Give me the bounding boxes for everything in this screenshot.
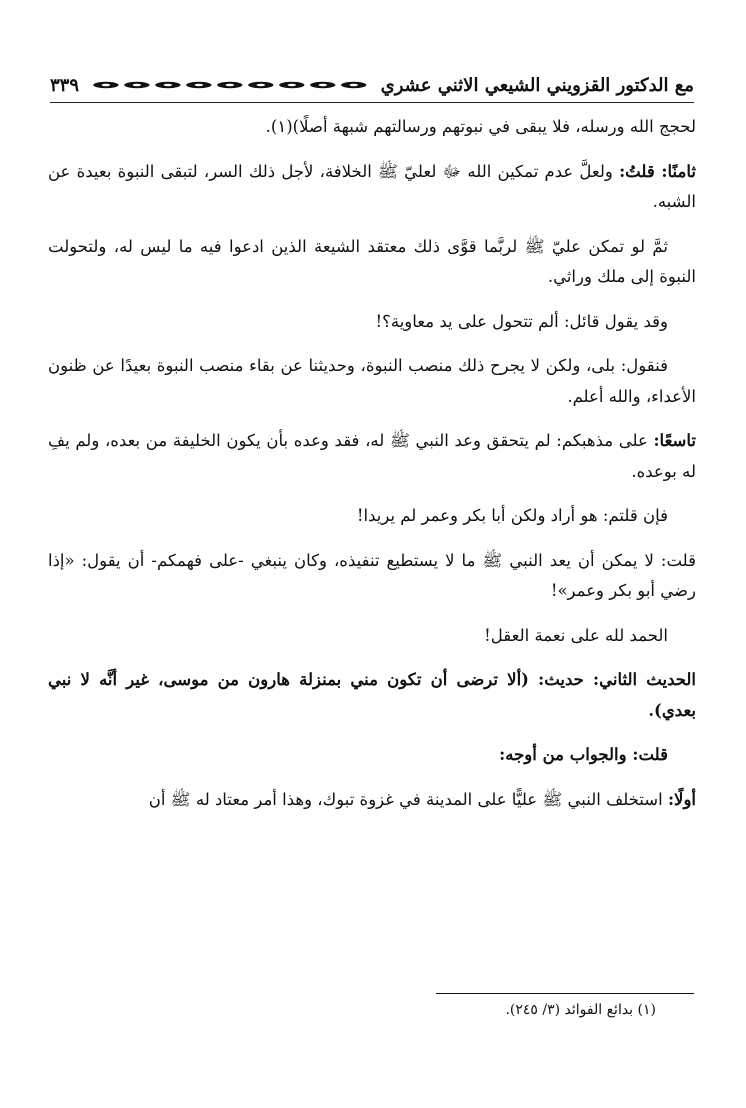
paragraph-text: الحمد لله على نعمة العقل! <box>484 625 668 645</box>
running-title: مع الدكتور القزويني الشيعي الاثني عشري <box>380 74 694 96</box>
header-ornament <box>89 80 371 90</box>
paragraph-text: فإن قلتم: هو أراد ولكن أبا بكر وعمر لم يريدا! <box>356 506 668 525</box>
paragraph-lead: قلت: والجواب من أوجه: <box>499 745 668 764</box>
paragraph-lead: تاسعًا: <box>653 431 696 450</box>
paragraph <box>48 665 696 726</box>
footnote-divider <box>436 993 694 994</box>
paragraph-text: فنقول: بلى، ولكن لا يجرح ذلك منصب النبوة، وحديثنا عن بقاء منصب النبوة بعيدًا عن ظنون الأعداء، والله أعلم. <box>48 356 696 406</box>
paragraph <box>48 501 696 532</box>
paragraph <box>48 232 696 293</box>
paragraph-lead: أولًا: <box>667 789 696 809</box>
paragraph-lead: الحديث الثاني: حديث: (ألا ترضى أن تكون مني بمنزلة هارون من موسى، غير أنَّه لا نبي بعدي). <box>48 670 696 720</box>
paragraph-text: ثمَّ لو تمكن عليّ ﷺ لربَّما قوَّى ذلك معتقد الشيعة الذين ادعوا فيه ما ليس له، ولتحولت النبوة إلى ملك وراثي. <box>48 236 696 286</box>
paragraph <box>48 157 696 218</box>
paragraph-text: وقد يقول قائل: ألم تتحول على يد معاوية؟! <box>375 311 668 331</box>
paragraph <box>48 351 696 412</box>
paragraph <box>48 621 696 652</box>
paragraph-text: قلت: لا يمكن أن يعد النبي ﷺ ما لا يستطيع تنفيذه، وكان ينبغي -على فهمكم- أن يقول: «إذا رضي أبو بكر وعمر»! <box>48 550 696 600</box>
paragraph <box>48 740 696 771</box>
paragraph-lead: ثامنًا: قلتُ: <box>619 161 696 181</box>
paragraph <box>48 426 696 487</box>
page-number: ٣٣٩ <box>50 74 80 96</box>
paragraph <box>48 112 696 143</box>
page-body <box>48 112 696 829</box>
paragraph-text: ولعلَّ عدم تمكين الله ﷻ لعليّ ﷺ الخلافة، لأجل ذلك السر، لتبقى النبوة بعيدة عن الشبه. <box>48 161 696 211</box>
paragraph <box>48 307 696 338</box>
paragraph-text: على مذهبكم: لم يتحقق وعد النبي ﷺ له، فقد وعده بأن يكون الخليفة من بعده، ولم يفِ له بوعده. <box>48 431 696 481</box>
page-header <box>50 68 694 103</box>
paragraph <box>48 546 696 607</box>
paragraph-text: لحجج الله ورسله، فلا يبقى في نبوتهم ورسالتهم شبهة أصلًا)(١). <box>265 117 696 136</box>
paragraph-text: استخلف النبي ﷺ عليًّا على المدينة في غزوة تبوك، وهذا أمر معتاد له ﷺ أن <box>148 789 668 809</box>
paragraph <box>48 785 696 816</box>
footnote: (١) بدائع الفوائد (٣/ ٢٤٥). <box>505 1002 656 1018</box>
